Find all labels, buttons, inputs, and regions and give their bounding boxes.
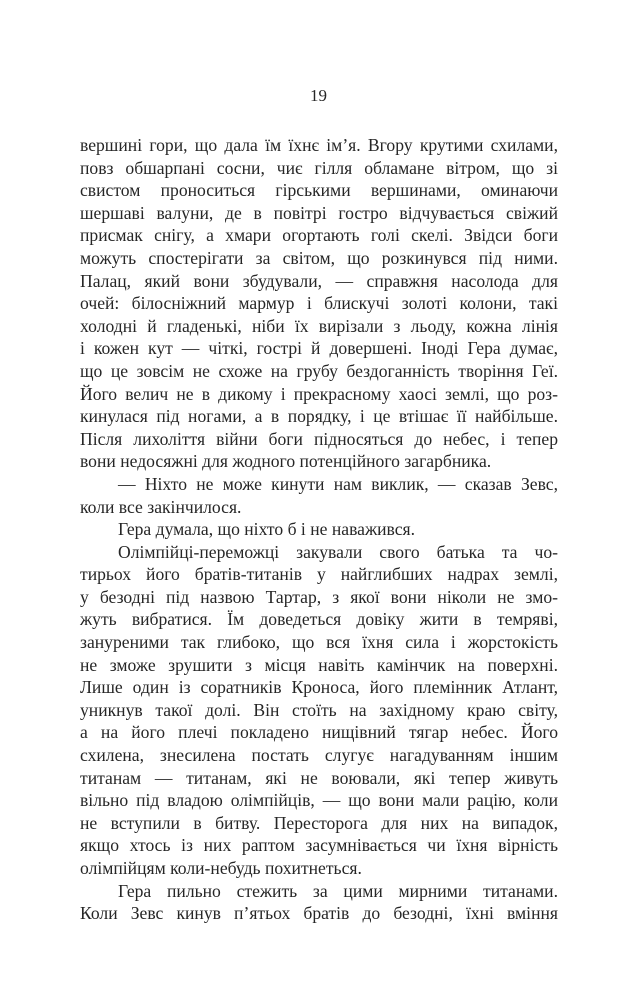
text-line: Лише один із соратників Кроноса, його племінник Атлант, <box>80 677 558 698</box>
text-line: вільно під владою олімпійців, — що вони мали рацію, коли <box>80 790 558 811</box>
text-line: можуть спостерігати за світом, що розкинувся під ними. <box>80 247 558 268</box>
text-line: коли все закінчилося. <box>80 496 242 517</box>
text-line: очей: білосніжний мармур і блискучі золоті колони, такі <box>80 293 558 314</box>
text-line: присмак снігу, а хмари огортають голі скелі. Звідси боги <box>80 225 558 246</box>
text-line: і кожен кут — чіткі, гострі й довершені. Іноді Гера думає, <box>80 338 558 359</box>
text-line: жуть вибратися. Їм доведеться довіку жити в темряві, <box>80 609 558 630</box>
text-line: у безодні під назвою Тартар, з якої вони ніколи не змо- <box>80 586 558 607</box>
text-line: Його велич не в дикому і прекрасному хаосі землі, що роз- <box>80 383 558 404</box>
text-line: вони недосяжні для жодного потенційного загарбника. <box>80 451 492 472</box>
text-line: Гера думала, що ніхто б і не наважився. <box>118 519 416 540</box>
text-line: не вступили в битву. Пересторога для них на випадок, <box>80 812 558 833</box>
text-line: схилена, знесилена постать слугує нагадуванням іншим <box>80 745 558 766</box>
text-line: тирьох його братів-титанів у найглибших надрах землі, <box>80 564 558 585</box>
text-line: шершаві валуни, де в повітрі гостро відчувається свіжий <box>80 202 558 223</box>
text-line: кинулася під ногами, а в порядку, і це втішає її найбільше. <box>80 406 558 427</box>
text-line: що це зовсім не схоже на грубу бездоганність творіння Геї. <box>80 360 558 381</box>
text-line: Гера пильно стежить за цими мирними титанами. <box>118 880 558 901</box>
text-line: холодні й гладенькі, ніби їх вирізали з льоду, кожна лінія <box>80 315 558 336</box>
page-number: 19 <box>310 86 327 105</box>
text-line: Коли Зевс кинув п’ятьох братів до безодні, їхні вміння <box>80 903 558 924</box>
text-line: титанам — титанам, які не воювали, які тепер живуть <box>80 767 558 788</box>
text-line: зануреними так глибоко, що вся їхня сила і жорстокість <box>80 632 558 653</box>
text-line: якщо хтось із них раптом засумнівається чи їхня вірність <box>80 835 558 856</box>
text-line: олімпійцям коли-небудь похитнеться. <box>80 858 362 878</box>
text-line: а на його плечі покладено нищівний тягар небес. Його <box>80 722 558 743</box>
text-line: Олімпійці-переможці закували свого батька та чо- <box>118 541 558 562</box>
text-line: Палац, який вони збудували, — справжня насолода для <box>80 270 558 291</box>
body-text <box>80 134 558 925</box>
text-line: Після лихоліття війни боги підносяться до небес, і тепер <box>80 428 558 449</box>
text-line: вершині гори, що дала їм їхнє ім’я. Вгору крутими схилами, <box>80 135 558 155</box>
text-line: повз обшарпані сосни, чиє гілля обламане вітром, що зі <box>80 157 558 178</box>
text-line: свистом проноситься гірськими вершинами, оминаючи <box>80 180 558 201</box>
text-line: уникнув такої долі. Він стоїть на західному краю світу, <box>80 699 558 720</box>
text-line: — Ніхто не може кинути нам виклик, — сказав Зевс, <box>118 473 558 494</box>
text-line: не зможе зрушити з місця навіть камінчик на поверхні. <box>80 654 558 675</box>
